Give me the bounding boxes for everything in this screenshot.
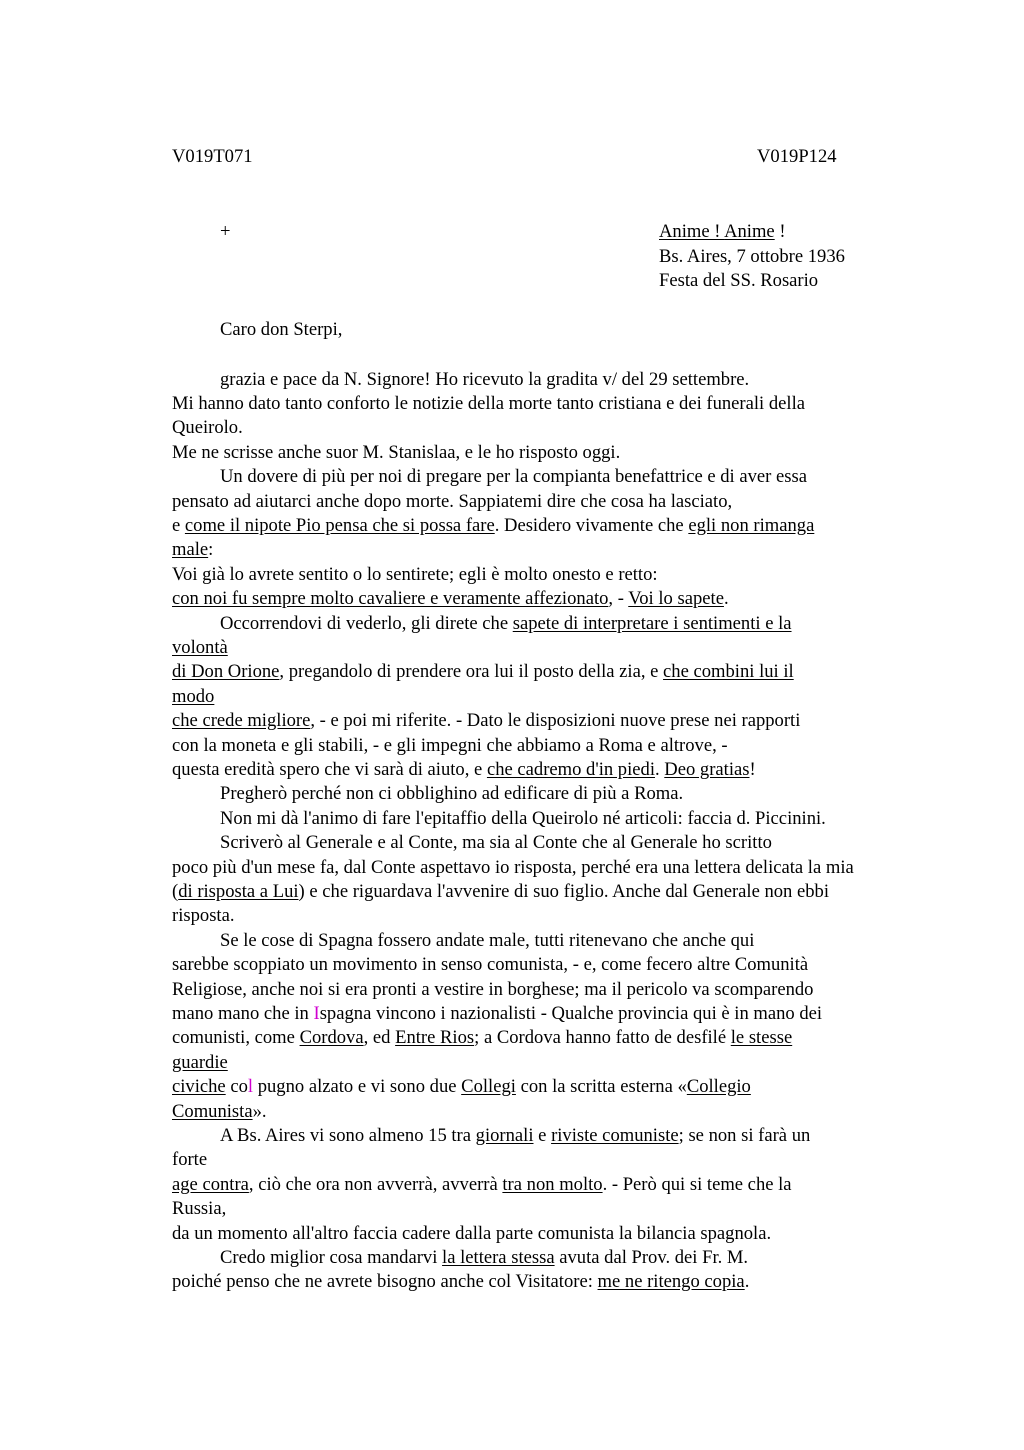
body-line: Religiose, anche noi si era pronti a vestire in borghese; ma il pericolo va scomparendo xyxy=(172,979,814,1000)
salutation: Caro don Sterpi, xyxy=(220,319,343,340)
body-line: questa eredità spero che vi sarà di aiuto, e che cadremo d'in piedi. Deo gratias! xyxy=(172,759,756,780)
body-line: comunisti, come Cordova, ed Entre Rios; a Cordova hanno fatto de desfilé le stesse xyxy=(172,1027,793,1048)
body-line: guardie xyxy=(172,1052,228,1073)
body-line: (di risposta a Lui) e che riguardava l'avvenire di suo figlio. Anche dal Generale non ebbi xyxy=(172,881,830,902)
body-line: Un dovere di più per noi di pregare per la compianta benefattrice e di aver essa xyxy=(220,466,807,487)
body-line: che crede migliore, - e poi mi riferite. - Dato le disposizioni nuove prese nei rapporti xyxy=(172,710,801,731)
body-line: Credo miglior cosa mandarvi la lettera stessa avuta dal Prov. dei Fr. M. xyxy=(220,1247,749,1268)
body-line: forte xyxy=(172,1149,208,1170)
body-line: pensato ad aiutarci anche dopo morte. Sappiatemi dire che cosa ha lasciato, xyxy=(172,491,733,512)
motto: Anime ! Anime ! xyxy=(659,221,786,242)
body-line: risposta. xyxy=(172,905,235,926)
body-line: sarebbe scoppiato un movimento in senso comunista, - e, come fecero altre Comunità xyxy=(172,954,809,975)
body-line: Se le cose di Spagna fossero andate male, tutti ritenevano che anche qui xyxy=(220,930,755,951)
date-line: Bs. Aires, 7 ottobre 1936 xyxy=(659,246,845,267)
body-line: Me ne scrisse anche suor M. Stanislaa, e le ho risposto oggi. xyxy=(172,442,621,463)
body-line: volontà xyxy=(172,637,228,658)
body-line: grazia e pace da N. Signore! Ho ricevuto la gradita v/ del 29 settembre. xyxy=(220,369,750,390)
body-line: poco più d'un mese fa, dal Conte aspettavo io risposta, perché era una lettera delicata la mia xyxy=(172,857,854,878)
body-line: age contra, ciò che ora non avverrà, avverrà tra non molto. - Però qui si teme che la xyxy=(172,1174,792,1195)
body-line: da un momento all'altro faccia cadere dalla parte comunista la bilancia spagnola. xyxy=(172,1223,772,1244)
body-line: male: xyxy=(172,539,214,560)
body-line: con noi fu sempre molto cavaliere e veramente affezionato, - Voi lo sapete. xyxy=(172,588,729,609)
body-line: civiche col pugno alzato e vi sono due Collegi con la scritta esterna «Collegio xyxy=(172,1076,751,1097)
body-line: e come il nipote Pio pensa che si possa fare. Desidero vivamente che egli non rimanga xyxy=(172,515,815,536)
body-line: A Bs. Aires vi sono almeno 15 tra giornali e riviste comuniste; se non si farà un xyxy=(220,1125,811,1146)
body-line: Occorrendovi di vederlo, gli direte che sapete di interpretare i sentimenti e la xyxy=(220,613,792,634)
cross-symbol: + xyxy=(220,221,231,242)
body-line: poiché penso che ne avrete bisogno anche col Visitatore: me ne ritengo copia. xyxy=(172,1271,750,1292)
document-code-left: V019T071 xyxy=(172,146,253,167)
feast-line: Festa del SS. Rosario xyxy=(659,270,819,291)
body-line: Pregherò perché non ci obblighino ad edificare di più a Roma. xyxy=(220,783,684,804)
body-line: Queirolo. xyxy=(172,417,243,438)
body-line: Comunista». xyxy=(172,1101,267,1122)
body-line: con la moneta e gli stabili, - e gli impegni che abbiamo a Roma e altrove, - xyxy=(172,735,728,756)
document-code-right: V019P124 xyxy=(757,146,837,167)
body-line: Scriverò al Generale e al Conte, ma sia al Conte che al Generale ho scritto xyxy=(220,832,772,853)
body-line: Non mi dà l'animo di fare l'epitaffio della Queirolo né articoli: faccia d. Piccinini. xyxy=(220,808,826,829)
body-line: Mi hanno dato tanto conforto le notizie della morte tanto cristiana e dei funerali della xyxy=(172,393,805,414)
body-line: mano mano che in Ispagna vincono i nazionalisti - Qualche provincia qui è in mano dei xyxy=(172,1003,823,1024)
body-line: modo xyxy=(172,686,215,707)
body-line: di Don Orione, pregandolo di prendere ora lui il posto della zia, e che combini lui il xyxy=(172,661,794,682)
body-line: Voi già lo avrete sentito o lo sentirete; egli è molto onesto e retto: xyxy=(172,564,658,585)
body-line: Russia, xyxy=(172,1198,227,1219)
